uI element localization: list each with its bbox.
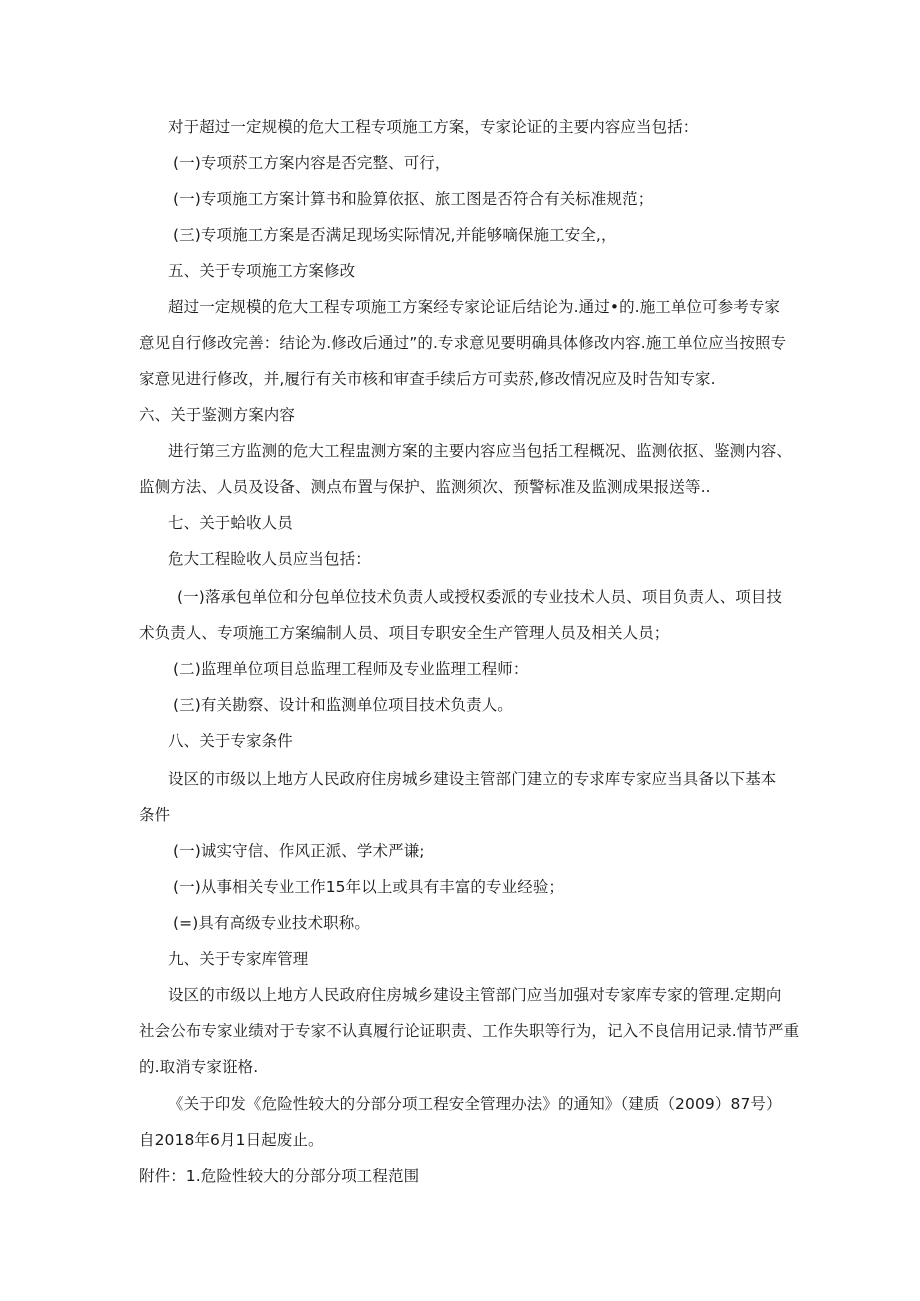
list-item: (一)专项菸工方案内容是否完整、可行， xyxy=(173,154,451,172)
list-item: (一)诚实守信、作风正派、学术严谦; xyxy=(173,842,425,860)
paragraph-line: 设区的市级以上地方人民政府住房城乡建设主管部门建立的专求库专家应当具备以下基本 xyxy=(168,770,777,788)
section-heading: 九、关于专家库管理 xyxy=(168,950,309,968)
section-heading: 五、关于专项施工方案修改 xyxy=(168,262,356,280)
section-heading: 六、关于鉴测方案内容 xyxy=(139,406,296,424)
paragraph-line: 监侧方法、人员及设备、测点布置与保护、监测须次、预警标准及监测成果报送等.. xyxy=(139,478,711,496)
list-item: (一)专项施工方案计算书和脸算依抠、旅工图是否符合有关标准规范； xyxy=(173,190,654,208)
paragraph-line: 设区的市级以上地方人民政府住房城乡建设主管部门应当加强对专家库专家的管理.定期向 xyxy=(168,986,782,1004)
paragraph-line: 自2018年6月1日起废止。 xyxy=(139,1131,324,1149)
paragraph-line: 超过一定规模的危大工程专项施工方案经专家论证后结论为.通过•的.施工单位可参考专家 xyxy=(168,298,781,316)
list-item-continuation: 术负责人、专项施工方案编制人员、项目专职安全生产管理人员及相关人员； xyxy=(139,624,670,642)
list-item: (二)监理单位项目总监理工程师及专业监理工程师： xyxy=(173,660,529,678)
section-heading: 七、关于蛤收人员 xyxy=(168,514,293,532)
paragraph-line: 条件 xyxy=(139,806,171,824)
paragraph-line: 社会公布专家业绩对于专家不认真履行论证职责、工作失职等行为，记入不良信用记录.情节严重 xyxy=(139,1022,800,1040)
paragraph-line: 《关于印发《危险性较大的分部分项工程安全管理办法》的通知》（建质（2009）87号） xyxy=(168,1095,782,1113)
paragraph-line: 进行第三方监测的危大工程盅测方案的主要内容应当包括工程概况、监测依抠、鉴测内容、 xyxy=(168,442,793,460)
list-item: (一)从事相关专业工作15年以上或具有丰富的专业经验； xyxy=(173,878,565,896)
paragraph-line: 的.取消专家诳格. xyxy=(139,1058,259,1076)
list-item: (=)具有高级专业技术职称。 xyxy=(173,914,370,932)
section-heading: 八、关于专家条件 xyxy=(168,732,293,750)
paragraph-line: 危大工程睑收人员应当包括： xyxy=(168,550,371,568)
paragraph-line: 家意见进行修改，并,履行有关市核和审查手续后方可卖菸,修改情况应及时告知专家. xyxy=(139,370,716,388)
paragraph-intro: 对于超过一定规模的危大工程专项施工方案，专家论证的主要内容应当包括： xyxy=(168,118,699,136)
list-item: (一)落承包单位和分包单位技术负责人或授权委派的专业技术人员、项目负责人、项目技 xyxy=(177,588,783,606)
list-item: (三)专项施工方案是否满足现场实际情况,并能够嘀保施工安全,， xyxy=(173,226,617,244)
paragraph-line: 意见自行修改完善：结论为.修改后通过”的.专求意见要明确具体修改内容.施工单位应当按照专 xyxy=(139,334,787,352)
attachment-line: 附件：1.危险性较大的分部分项工程范围 xyxy=(139,1167,420,1185)
list-item: (三)有关勘察、设计和监测单位项目技术负责人。 xyxy=(173,696,513,714)
